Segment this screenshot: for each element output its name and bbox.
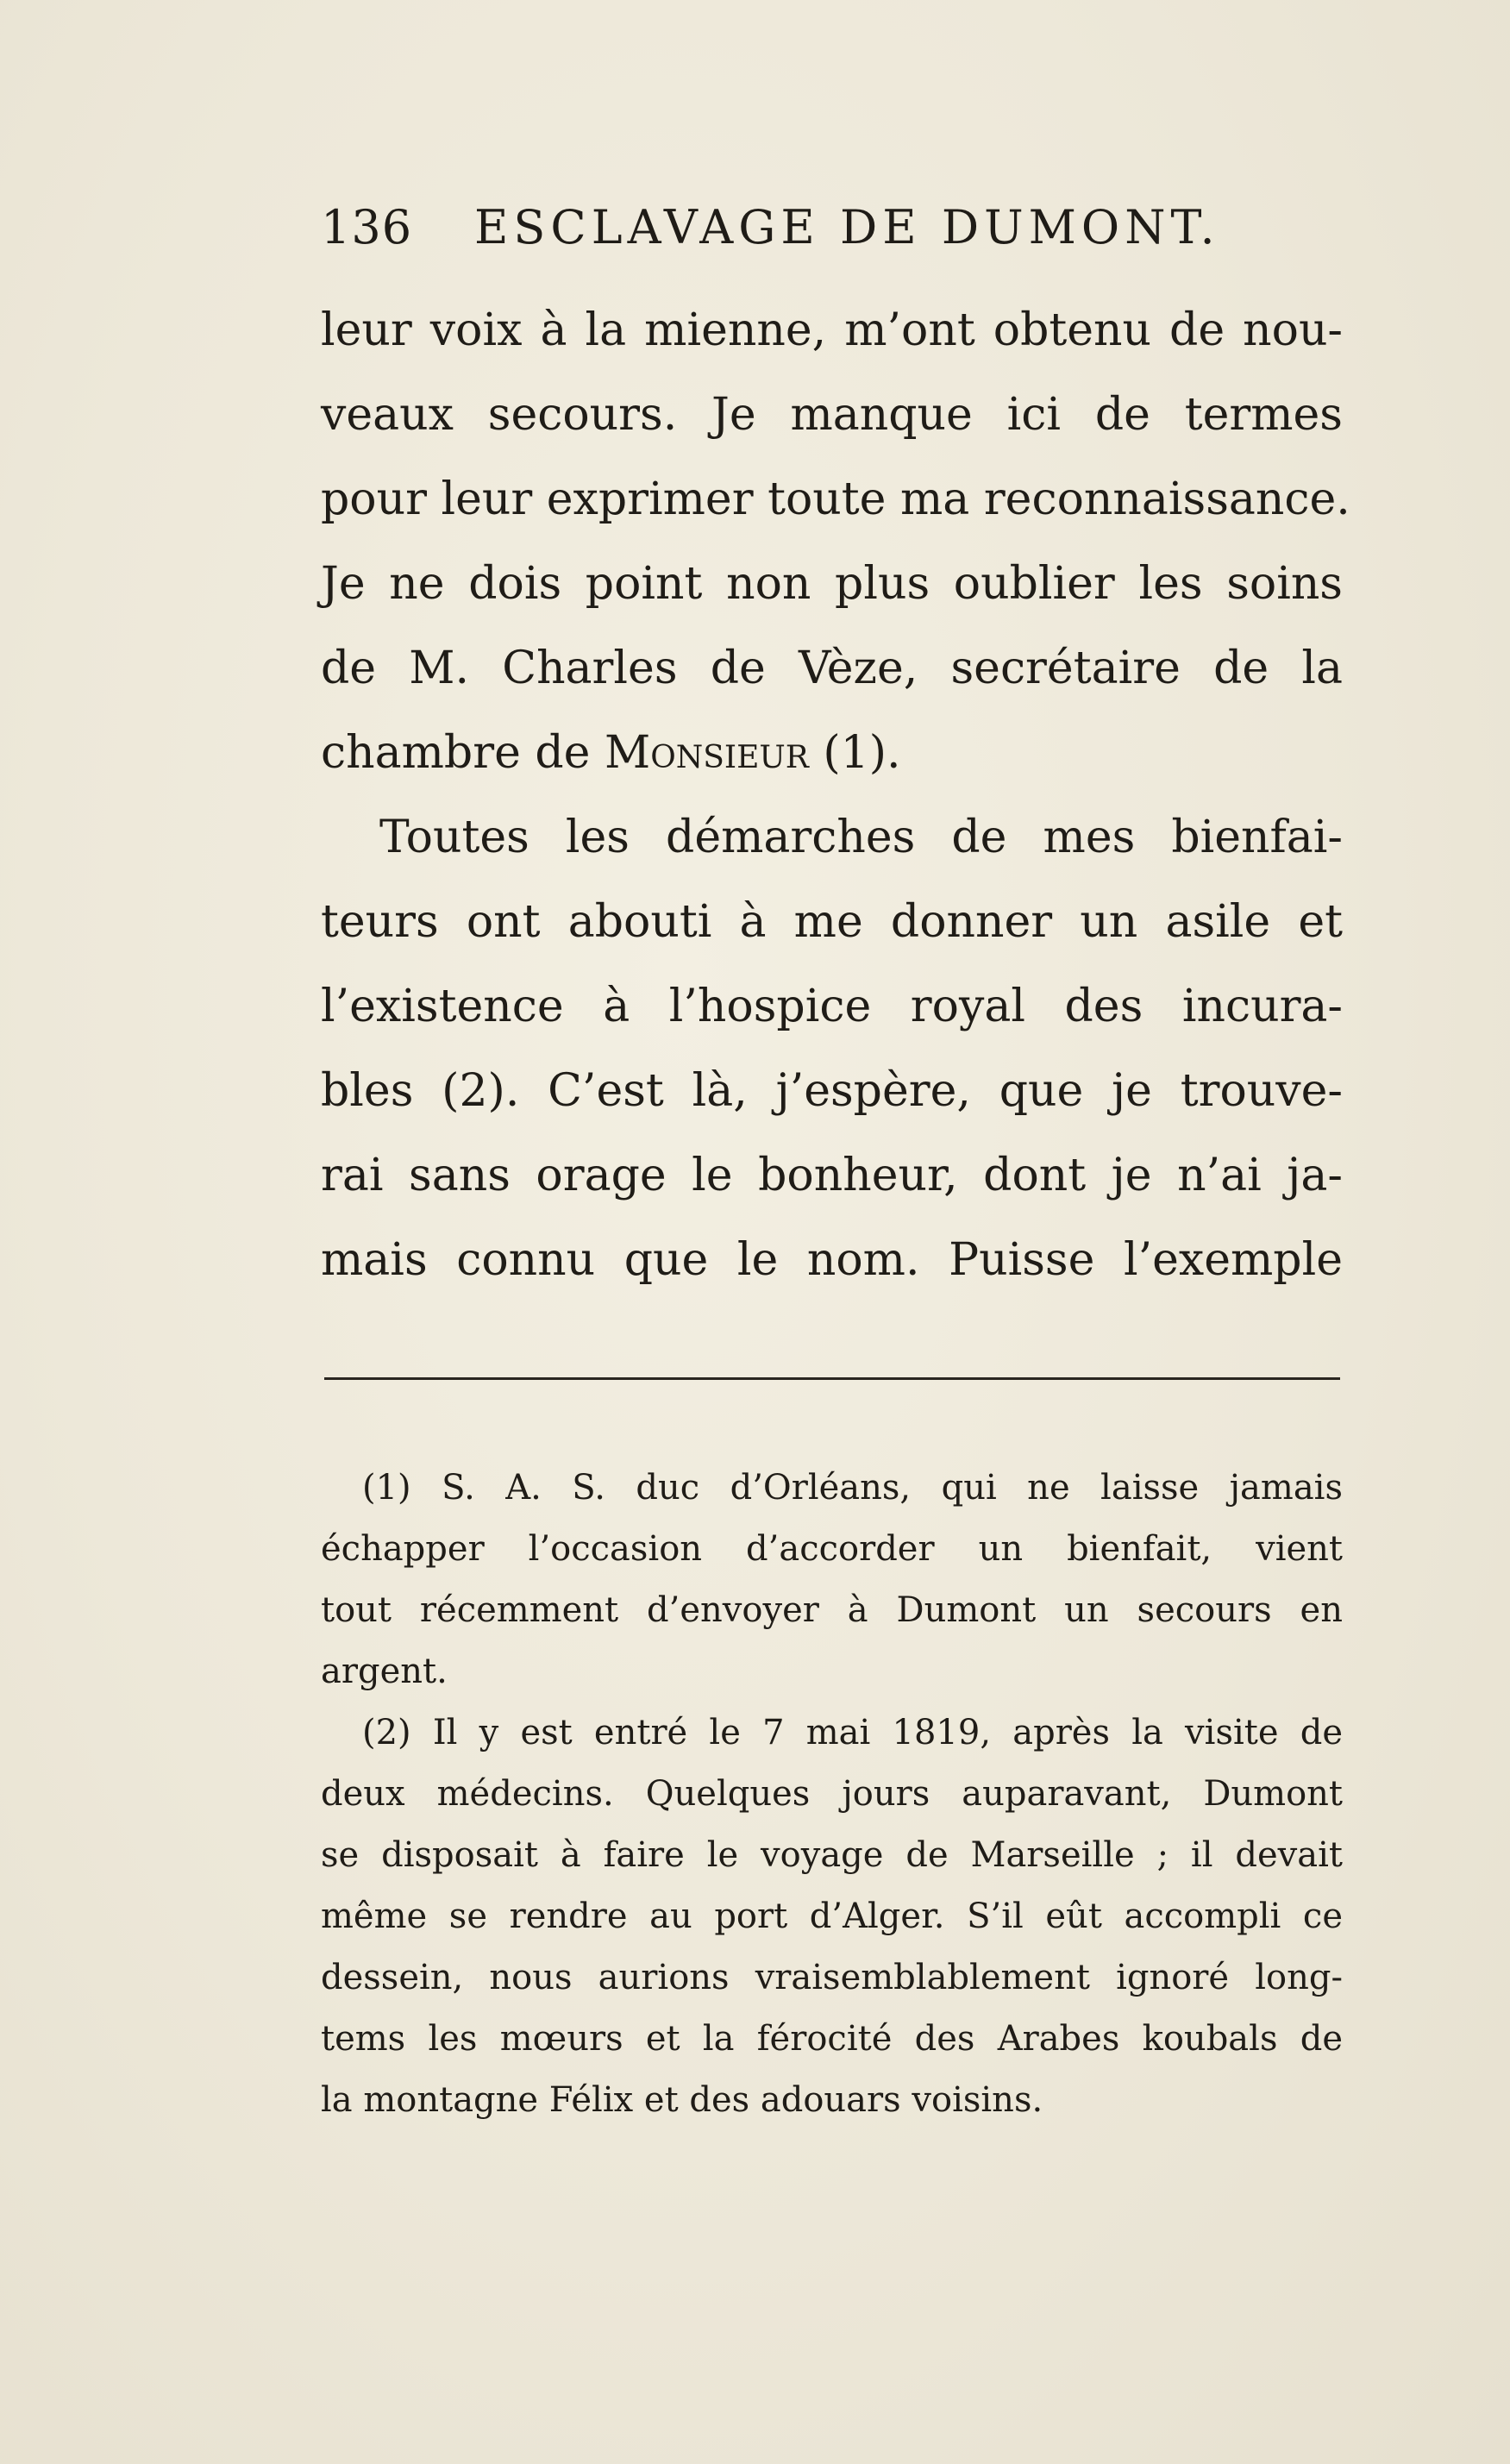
page-number: 136 (321, 200, 413, 254)
footnotes (321, 1458, 1343, 2131)
text-line-monsieur (321, 711, 1343, 795)
text-line: Toutes les démarches de mes bienfai- (379, 812, 1343, 863)
footnote-line: se disposait à faire le voyage de Marseille ; il devait (321, 1835, 1343, 1875)
text-line: l’existence à l’hospice royal des incura- (321, 981, 1343, 1032)
text-line: veaux secours. Je manque ici de termes (321, 389, 1343, 441)
footnote-line: échapper l’occasion d’accorder un bienfait, vient (321, 1529, 1343, 1569)
text-line: mais connu que le nom. Puisse l’exemple (321, 1234, 1343, 1286)
small-caps-word: Monsieur (604, 727, 809, 779)
footnote-line: dessein, nous aurions vraisemblablement ignoré long- (321, 1958, 1343, 1997)
text-line: pour leur exprimer toute ma reconnaissance. (321, 473, 1350, 525)
text-line: rai sans orage le bonheur, dont je n’ai ja- (321, 1150, 1343, 1201)
text-line: bles (2). C’est là, j’espère, que je trouve- (321, 1065, 1343, 1117)
text-line: Je ne dois point non plus oublier les soins (321, 558, 1343, 610)
footnote-line: tout récemment d’envoyer à Dumont un secours en (321, 1590, 1343, 1630)
main-text (321, 288, 1350, 1302)
page-header (321, 200, 1220, 260)
footnote-line: argent. (321, 1652, 448, 1691)
footnote-line: même se rendre au port d’Alger. S’il eût accompli ce (321, 1897, 1343, 1936)
text-fragment: chambre de (321, 727, 605, 779)
footnote-line: la montagne Félix et des adouars voisins. (321, 2080, 1043, 2120)
footnote-line: deux médecins. Quelques jours auparavant, Dumont (321, 1774, 1343, 1814)
text-line: de M. Charles de Vèze, secrétaire de la (321, 643, 1343, 694)
running-title: ESCLAVAGE DE DUMONT. (474, 200, 1220, 254)
text-line: teurs ont abouti à me donner un asile et (321, 896, 1343, 948)
footnote-line: (1) S. A. S. duc d’Orléans, qui ne laisse jamais (362, 1468, 1343, 1508)
footnote-line: (2) Il y est entré le 7 mai 1819, après la visite de (362, 1713, 1343, 1752)
footnote-separator (324, 1377, 1340, 1380)
text-line: leur voix à la mienne, m’ont obtenu de nou- (321, 304, 1343, 356)
footnote-line: tems les mœurs et la férocité des Arabes koubals de (321, 2019, 1343, 2059)
text-fragment: (1). (808, 727, 901, 779)
